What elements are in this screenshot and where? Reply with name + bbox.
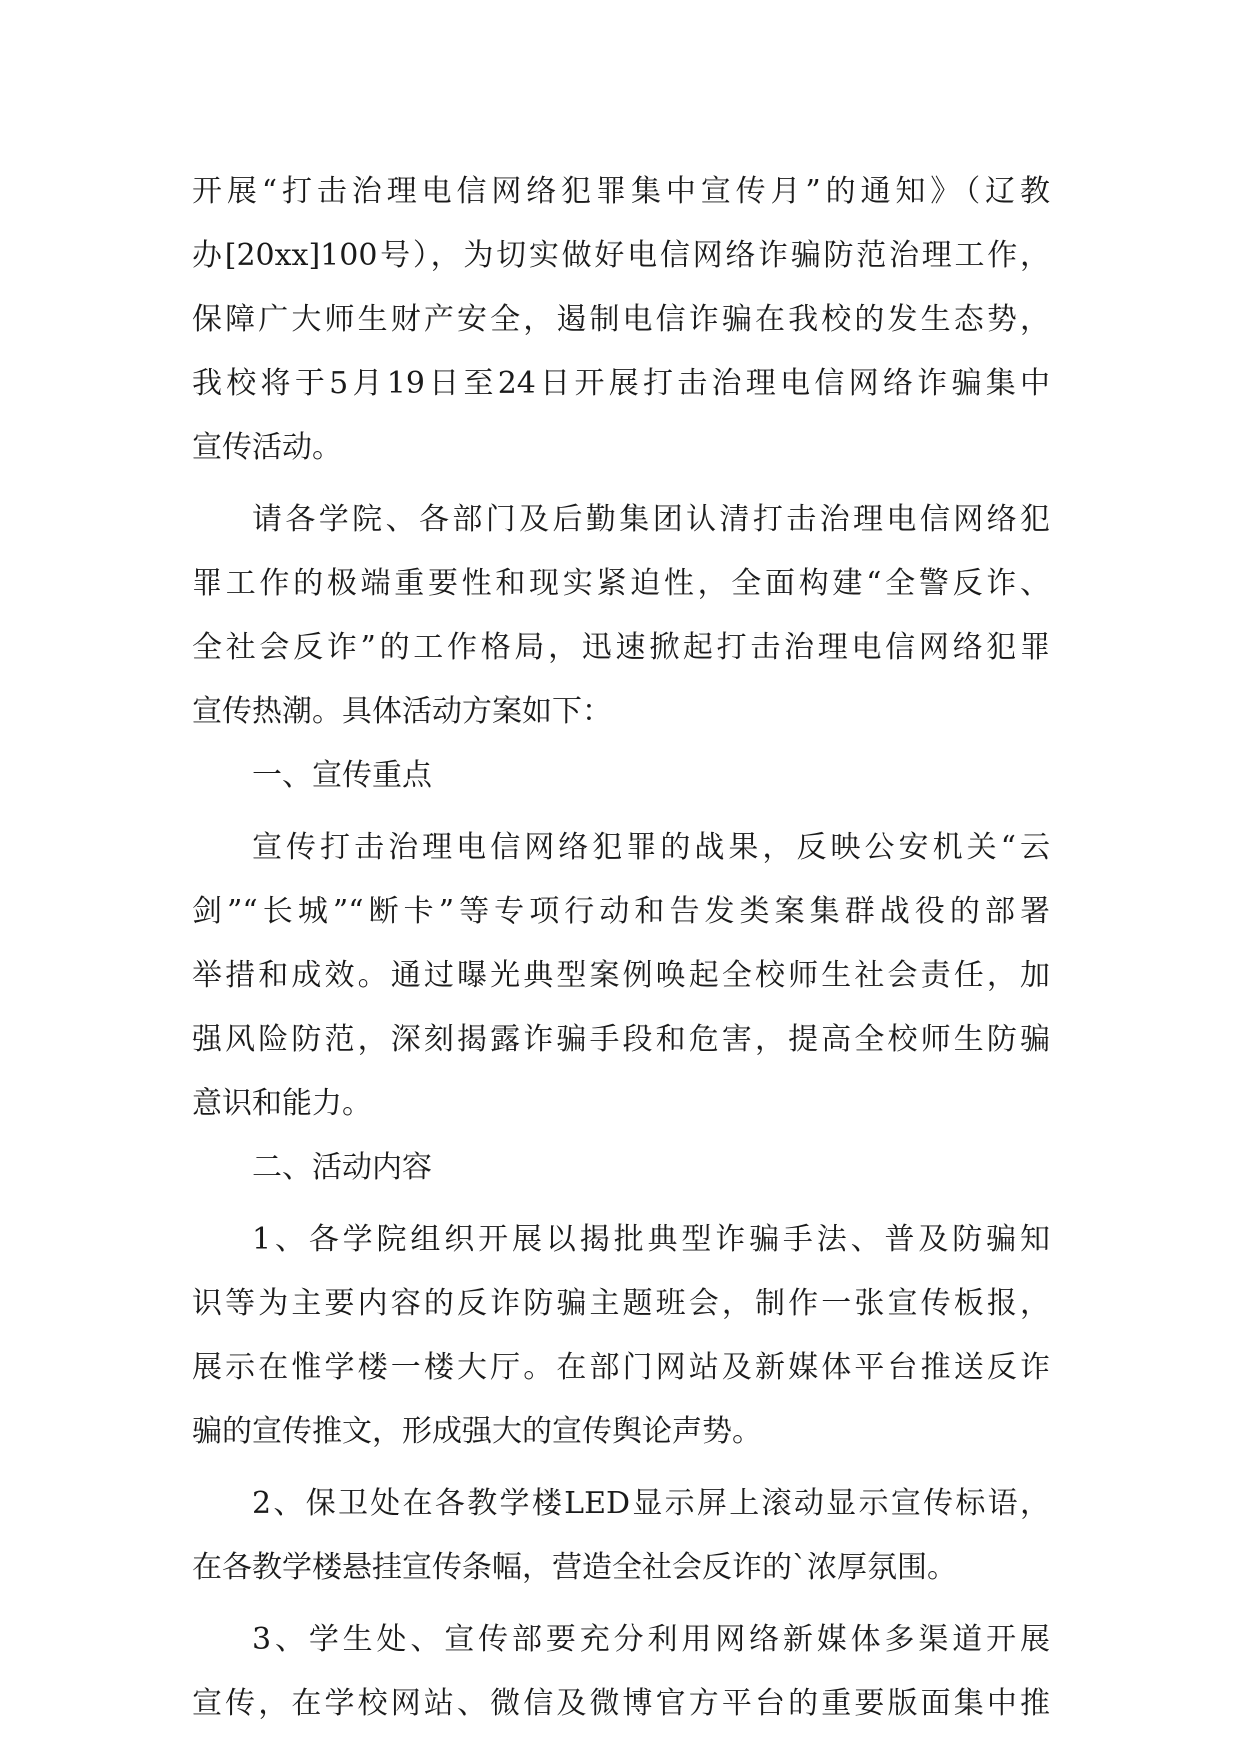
text-line: 我校将于5月19日至24日开展打击治理电信网络诈骗集中 bbox=[192, 366, 1050, 401]
text-line: 强风险防范，深刻揭露诈骗手段和危害，提高全校师生防骗 bbox=[192, 1022, 1050, 1057]
text-line: 骗的宣传推文，形成强大的宣传舆论声势。 bbox=[192, 1414, 762, 1449]
text-line: 全社会反诈”的工作格局，迅速掀起打击治理电信网络犯罪 bbox=[192, 630, 1050, 665]
text-line: 宣传，在学校网站、微信及微博官方平台的重要版面集中推 bbox=[192, 1686, 1050, 1721]
text-line: 剑”“长城”“断卡”等专项行动和告发类案集群战役的部署 bbox=[192, 894, 1050, 929]
text-line: 在各教学楼悬挂宣传条幅，营造全社会反诈的`浓厚氛围。 bbox=[192, 1550, 957, 1585]
text-line: 展示在惟学楼一楼大厅。在部门网站及新媒体平台推送反诈 bbox=[192, 1350, 1050, 1385]
text-line: 识等为主要内容的反诈防骗主题班会，制作一张宣传板报， bbox=[192, 1286, 1050, 1321]
text-line: 宣传活动。 bbox=[192, 430, 342, 465]
text-line: 宣传打击治理电信网络犯罪的战果，反映公安机关“云 bbox=[252, 830, 1050, 865]
text-line: 意识和能力。 bbox=[192, 1086, 372, 1121]
section-heading: 二、活动内容 bbox=[252, 1150, 432, 1185]
text-line: 宣传热潮。具体活动方案如下： bbox=[192, 694, 612, 729]
text-line: 3、学生处、宣传部要充分利用网络新媒体多渠道开展 bbox=[252, 1622, 1050, 1657]
text-line: 1、各学院组织开展以揭批典型诈骗手法、普及防骗知 bbox=[252, 1222, 1050, 1257]
document-body bbox=[192, 160, 1050, 1736]
text-line: 请各学院、各部门及后勤集团认清打击治理电信网络犯 bbox=[252, 502, 1050, 537]
section-heading: 一、宣传重点 bbox=[252, 758, 432, 793]
text-line: 开展“打击治理电信网络犯罪集中宣传月”的通知》（辽教 bbox=[192, 174, 1050, 209]
text-line: 罪工作的极端重要性和现实紧迫性，全面构建“全警反诈、 bbox=[192, 566, 1050, 601]
text-line: 办[20xx]100号），为切实做好电信网络诈骗防范治理工作， bbox=[192, 238, 1050, 273]
text-line: 举措和成效。通过曝光典型案例唤起全校师生社会责任，加 bbox=[192, 958, 1050, 993]
text-line: 2、保卫处在各教学楼LED显示屏上滚动显示宣传标语， bbox=[252, 1486, 1050, 1521]
text-line: 保障广大师生财产安全，遏制电信诈骗在我校的发生态势， bbox=[192, 302, 1050, 337]
